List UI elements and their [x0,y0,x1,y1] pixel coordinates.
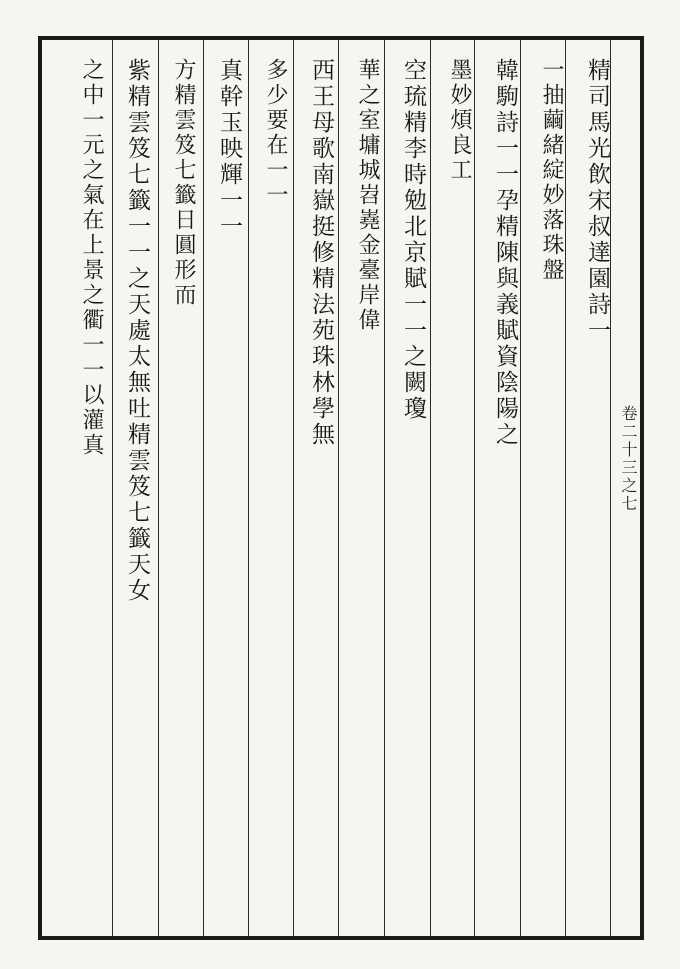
text-column: 一抽繭緒綻妙落珠盤 [539,58,564,283]
text-column: 方精雲笈七籤日圓形而 [171,58,196,308]
text-column: 華之室墉城岧嶤金臺岸偉 [355,58,380,333]
text-column: 真幹玉映輝一一 [216,58,242,240]
text-column: 精司馬光飲宋叔達園詩一 [584,58,610,344]
text-column: 西王母歌南嶽挺修精法苑珠林學無 [308,58,334,448]
text-column: 韓駒詩一一孕精陳與義賦資陰陽之 [492,58,518,448]
text-column: 多少要在一一 [263,58,288,208]
text-columns [50,58,620,922]
text-column: 空琉精李時勉北京賦一一之闕瓊 [400,58,426,422]
margin-label: 卷二十三之七 [619,405,638,513]
text-column: 紫精雲笈七籤一一之天處太無吐精雲笈七籤天女 [124,58,150,604]
text-column: 之中一元之氣在上景之衢一一以灌真 [79,58,104,458]
text-column: 墨妙煩良工 [447,58,472,183]
